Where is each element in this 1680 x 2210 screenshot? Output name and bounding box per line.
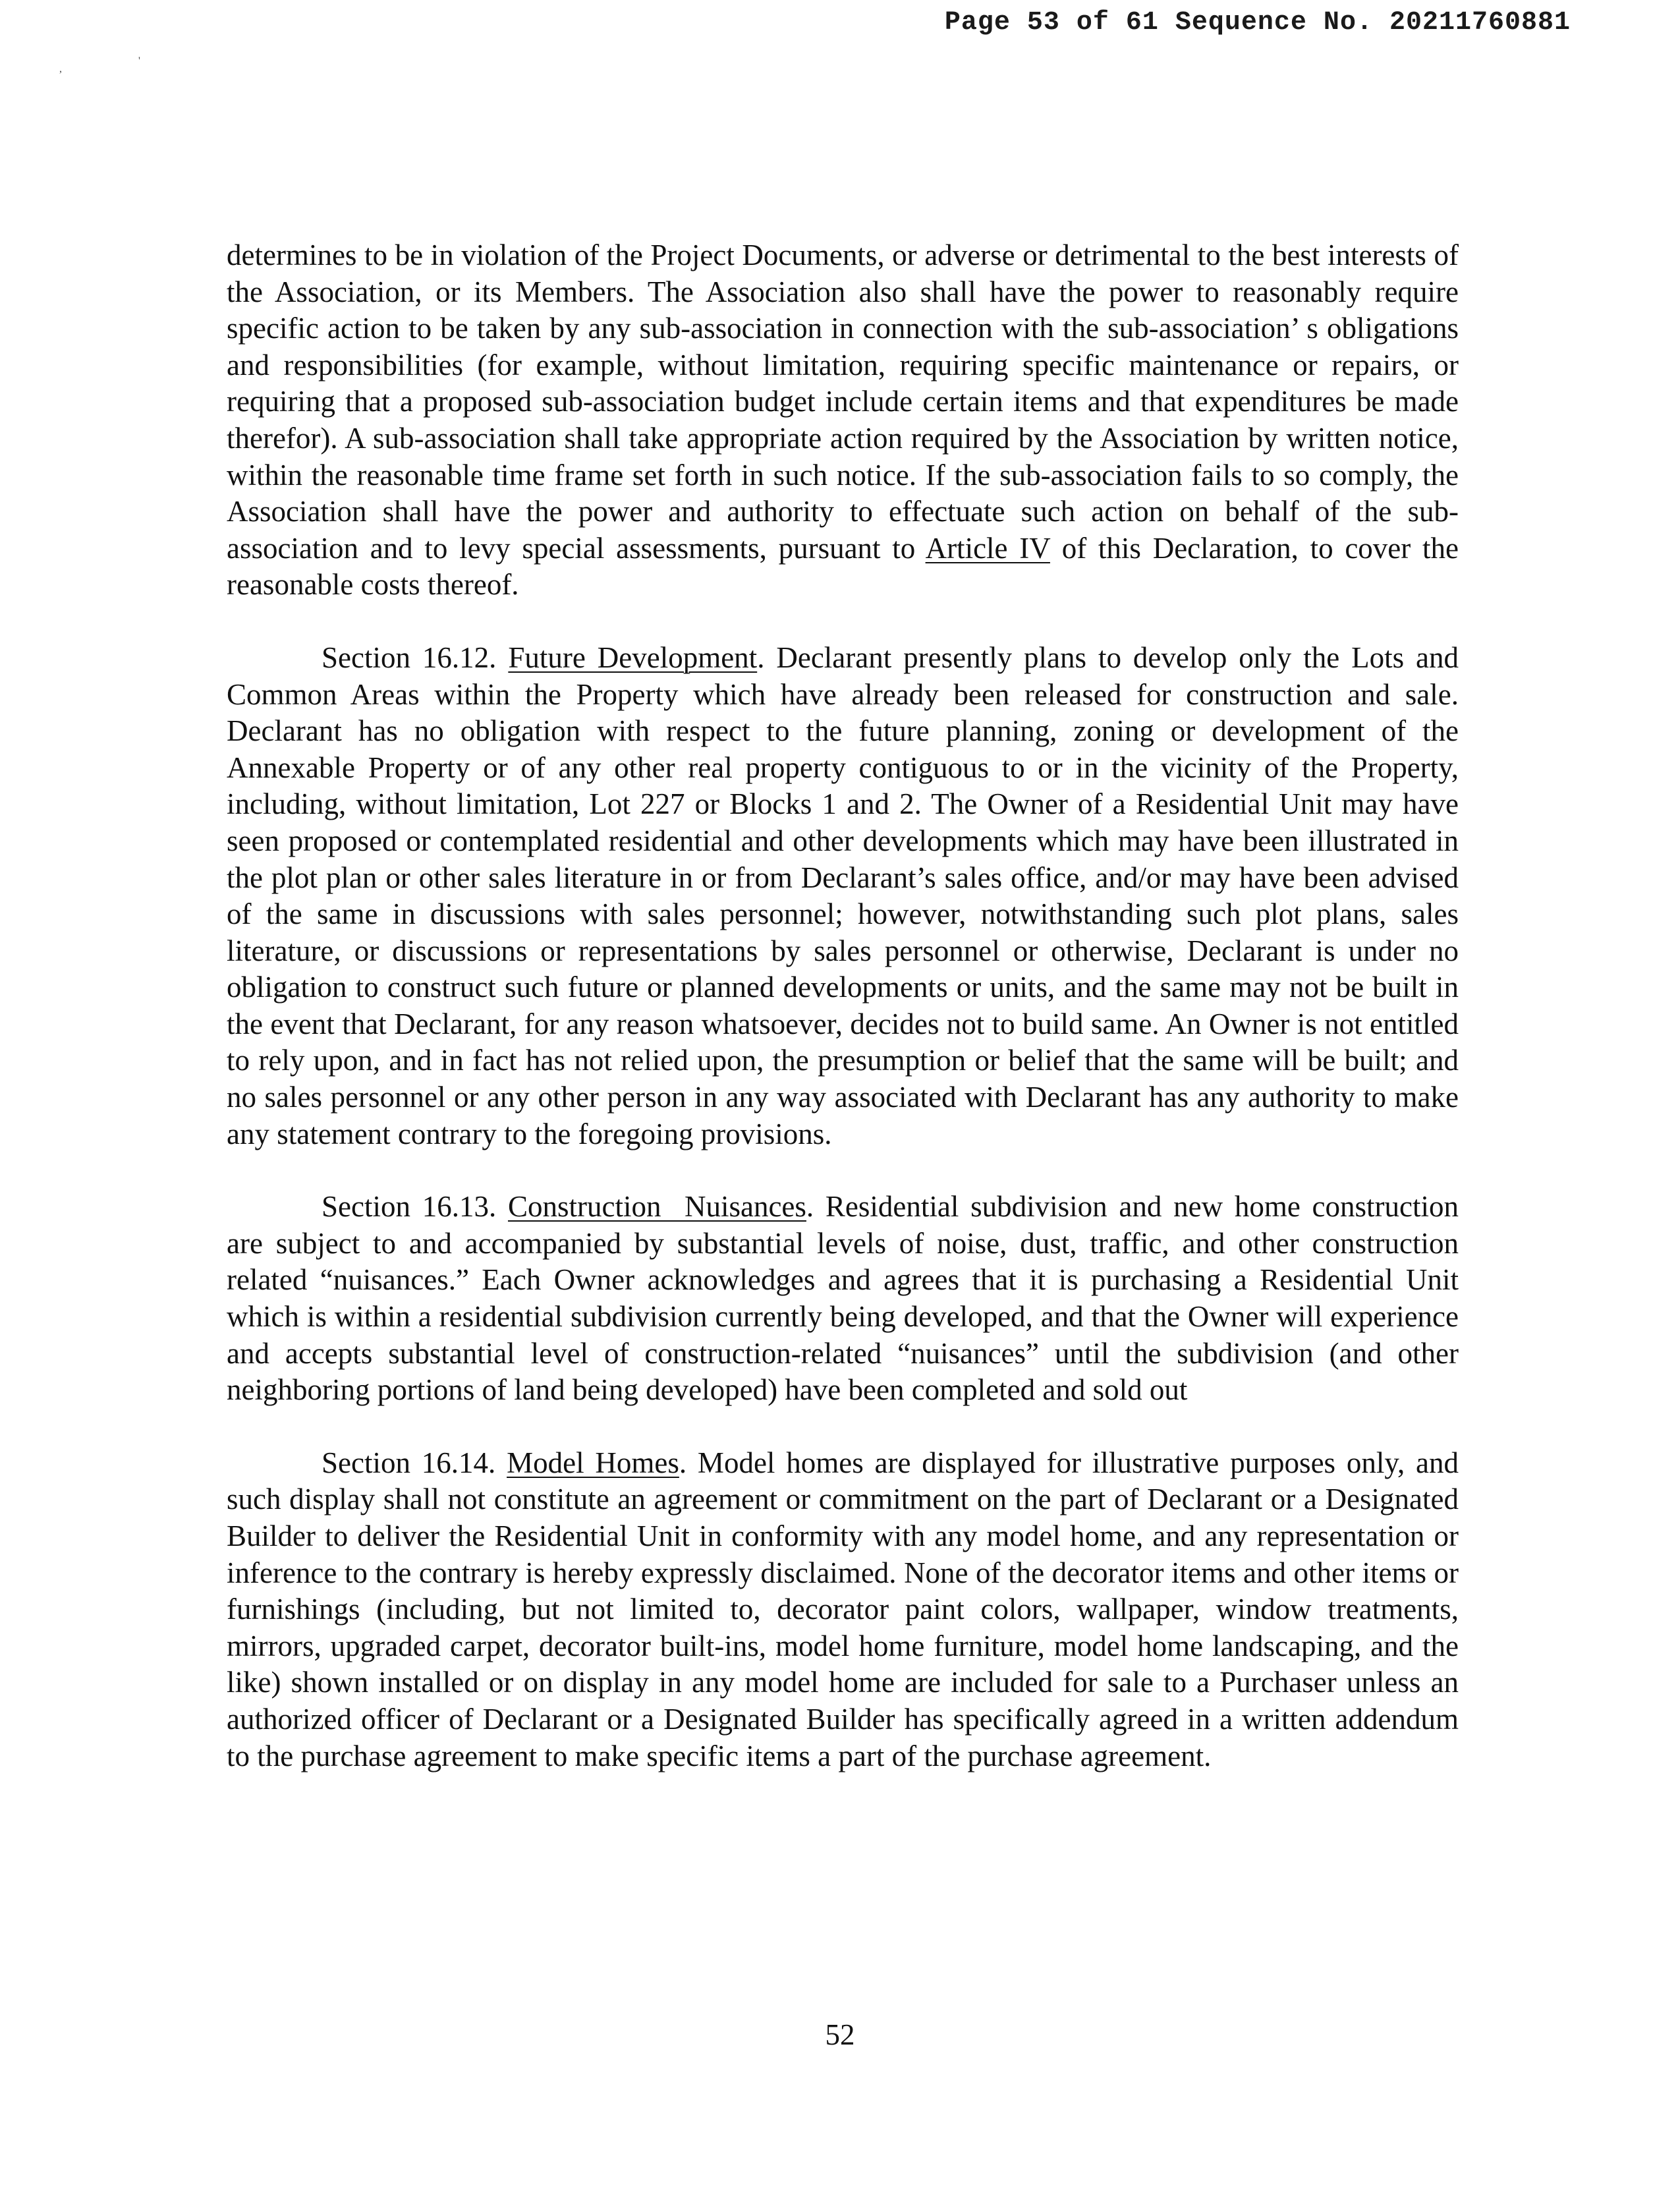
section-heading: Model Homes (507, 1446, 679, 1479)
document-body (227, 237, 1459, 1811)
article-iv-reference: Article IV (925, 531, 1050, 565)
section-text: . Model homes are displayed for illustrative purposes only, and such display shall not constitute an agreement or commitment on the part of Declarant or a Designated Builder to deliver the Residential Unit in conformity with any model home, and any representation or inference to the contrary is hereby expressly disclaimed. None of the decorator items and other items or furnishings (including, but not limited to, decorator paint colors, wallpaper, window treatments, mirrors, upgraded carpet, decorator built-ins, model home furniture, model home landscaping, and the like) shown installed or on display in any model home are included for sale to a Purchaser unless an authorized officer of Declarant or a Designated Builder has specifically agreed in a written addendum to the purchase agreement to make specific items a part of the purchase agreement. (227, 1446, 1459, 1772)
section-text: . Declarant presently plans to develop only the Lots and Common Areas within the Property which have already been released for construction and sale. Declarant has no obligation with respect to the future planning, zoning or development of the Annexable Property or of any other real property contiguous to or in the vicinity of the Property, including, without limitation, Lot 227 or Blocks 1 and 2. The Owner of a Residential Unit may have seen proposed or contemplated residential and other developments which may have been illustrated in the plot plan or other sales literature in or from Declarant’s sales office, and/or may have been advised of the same in discussions with sales personnel; however, notwithstanding such plot plans, sales literature, or discussions or representations by sales personnel or otherwise, Declarant is under no obligation to construct such future or planned developments or units, and the same may not be built in the event that Declarant, for any reason whatsoever, decides not to build same. An Owner is not entitled to rely upon, and in fact has not relied upon, the presumption or belief that the same will be built; and no sales personnel or any other person in any way associated with Declarant has any authority to make any statement contrary to the foregoing provisions. (227, 640, 1459, 1150)
section-16-14 (227, 1445, 1459, 1774)
section-number: Section 16.14. (322, 1446, 507, 1479)
page-number: 52 (825, 2018, 855, 2051)
section-heading: Future Development (508, 640, 758, 674)
section-16-12 (227, 640, 1459, 1152)
section-16-13 (227, 1189, 1459, 1409)
section-number: Section 16.13. (322, 1190, 508, 1224)
sequence-stamp: Page 53 of 61 Sequence No. 20211760881 (944, 8, 1571, 38)
section-number: Section 16.12. (322, 640, 509, 674)
paragraph-continuation: determines to be in violation of the Project Documents, or adverse or detrimental to the best interests of the Association, or its Members. The Association also shall have the power to reasonably require specific action to be taken by any sub-association in connection with the sub-association’ s obligations and responsibilities (for example, without limitation, requiring specific maintenance or repairs, or requiring that a proposed sub-association budget include certain items and that expenditures be made therefor). A sub-association shall take appropriate action required by the Association by written notice, within the reasonable time frame set forth in such notice. If the sub-association fails to so comply, the Association shall have the power and authority to effectuate such action on behalf of the sub-association and to levy special assessments, pursuant to Article IV of this Declaration, to cover the reasonable costs thereof. (227, 239, 1459, 602)
section-text: . Residential subdivision and new home construction are subject to and accompanied by substantial levels of noise, dust, traffic, and other construction related “nuisances.” Each Owner acknowledges and agrees that it is purchasing a Residential Unit which is within a residential subdivision currently being developed, and that the Owner will experience and accepts substantial level of construction-related “nuisances” until the subdivision (and other neighboring portions of land being developed) have been completed and sold out (227, 1190, 1459, 1407)
section-heading: Construction Nuisances (507, 1190, 806, 1224)
